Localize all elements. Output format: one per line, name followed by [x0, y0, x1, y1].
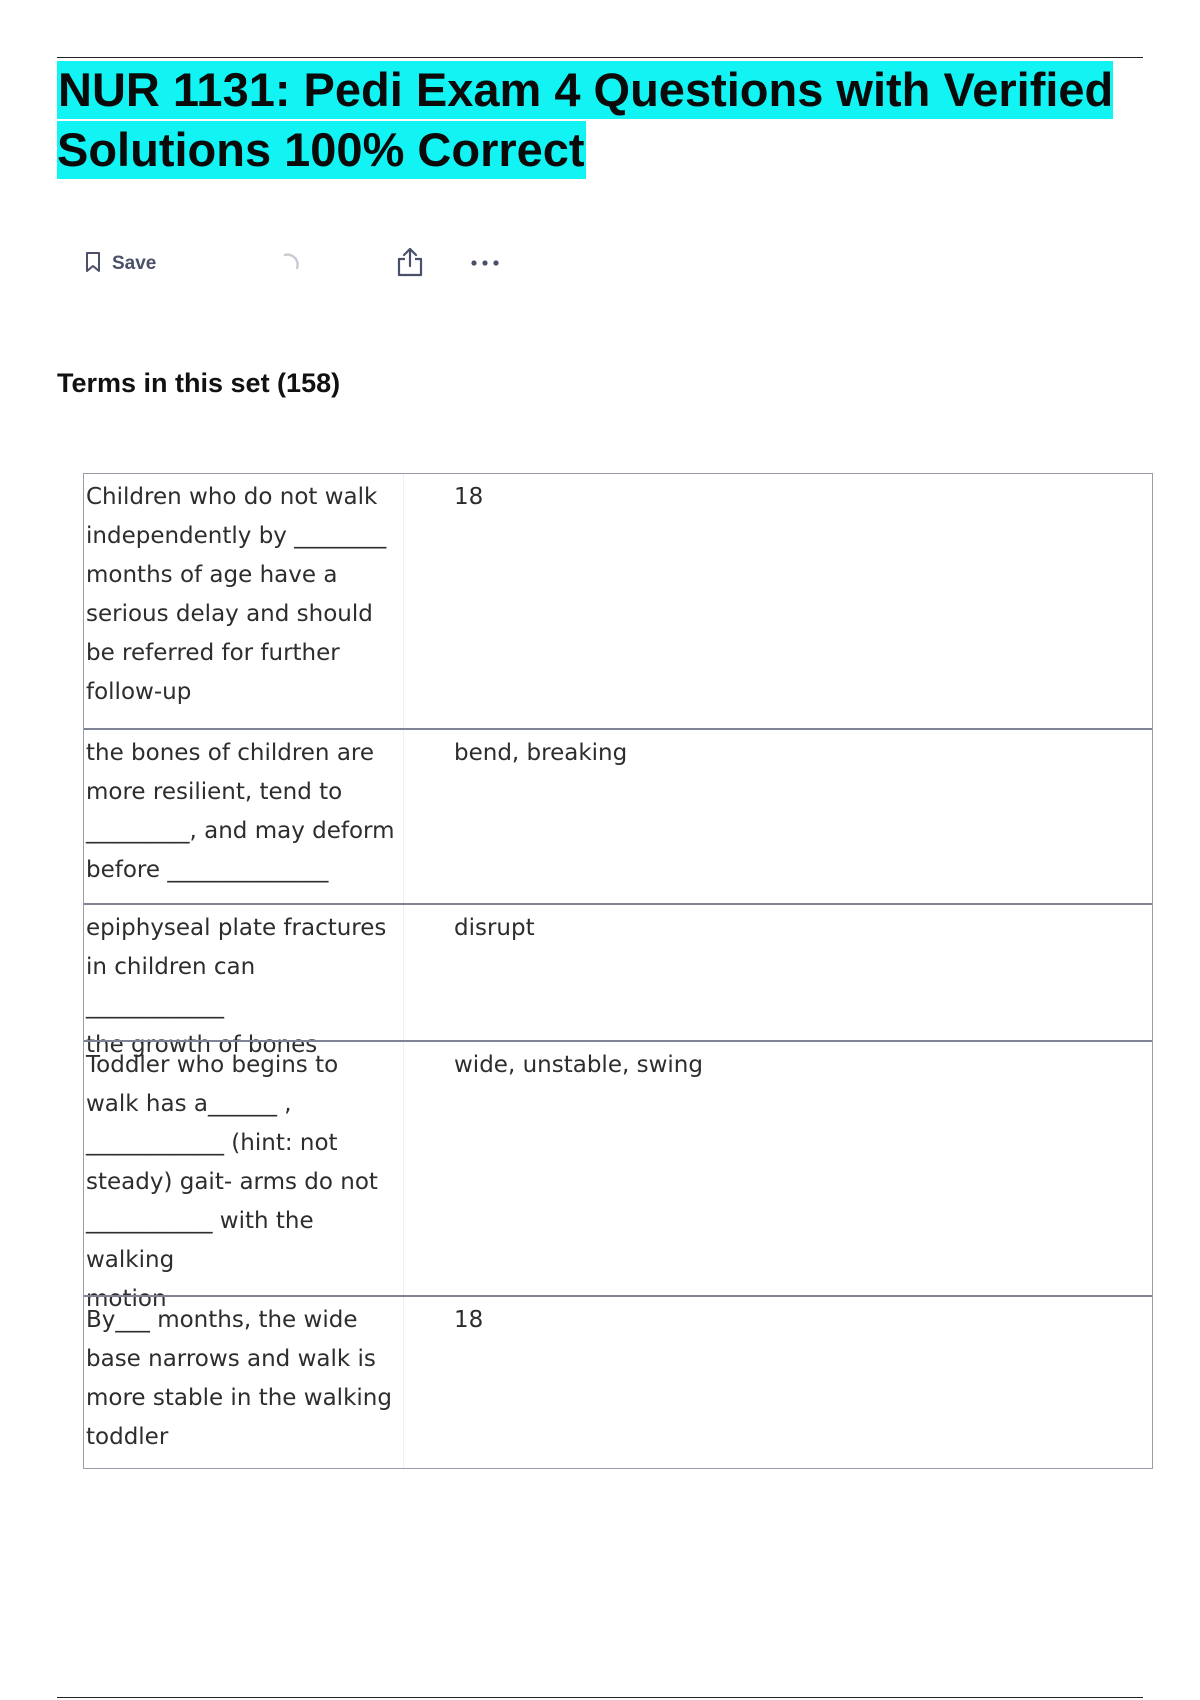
term-row: [84, 474, 1152, 728]
page-title: [57, 60, 1157, 180]
top-rule: [57, 57, 1143, 58]
share-button[interactable]: [396, 243, 424, 285]
more-icon: [470, 255, 500, 273]
save-button[interactable]: [84, 243, 156, 285]
definition-text: disrupt: [454, 915, 535, 941]
term-row: [84, 728, 1152, 903]
term-row: [84, 1295, 1152, 1468]
bottom-rule: [57, 1697, 1143, 1698]
term-text: epiphyseal plate fractures in children can ____________ the growth of bones: [84, 905, 404, 1040]
terms-heading: Terms in this set (158): [57, 368, 341, 398]
save-label: Save: [112, 253, 157, 274]
term-text: Toddler who begins to walk has a______ , ____________ (hint: not steady) gait- arms do not ___________ with the walking motion: [84, 1042, 404, 1295]
title-text: NUR 1131: Pedi Exam 4 Questions with Verified Solutions 100% Correct: [57, 61, 1113, 179]
bookmark-icon: [84, 251, 102, 278]
spinner-icon: [276, 243, 302, 285]
terms-table: [83, 473, 1153, 1469]
term-text: the bones of children are more resilient, tend to _________, and may deform before ______________: [84, 730, 404, 903]
share-icon: [396, 246, 424, 283]
term-row: [84, 1040, 1152, 1312]
definition-text: 18: [454, 1307, 484, 1333]
more-button[interactable]: [470, 243, 500, 285]
term-row: [84, 903, 1152, 1058]
term-text: Children who do not walk independently by ________ months of age have a serious delay and should be referred for further follow-up: [84, 474, 404, 728]
term-text: By___ months, the wide base narrows and walk is more stable in the walking toddler: [84, 1297, 404, 1468]
definition-text: wide, unstable, swing: [454, 1052, 703, 1078]
definition-text: 18: [454, 484, 484, 510]
definition-text: bend, breaking: [454, 740, 628, 766]
toolbar: [84, 243, 534, 285]
